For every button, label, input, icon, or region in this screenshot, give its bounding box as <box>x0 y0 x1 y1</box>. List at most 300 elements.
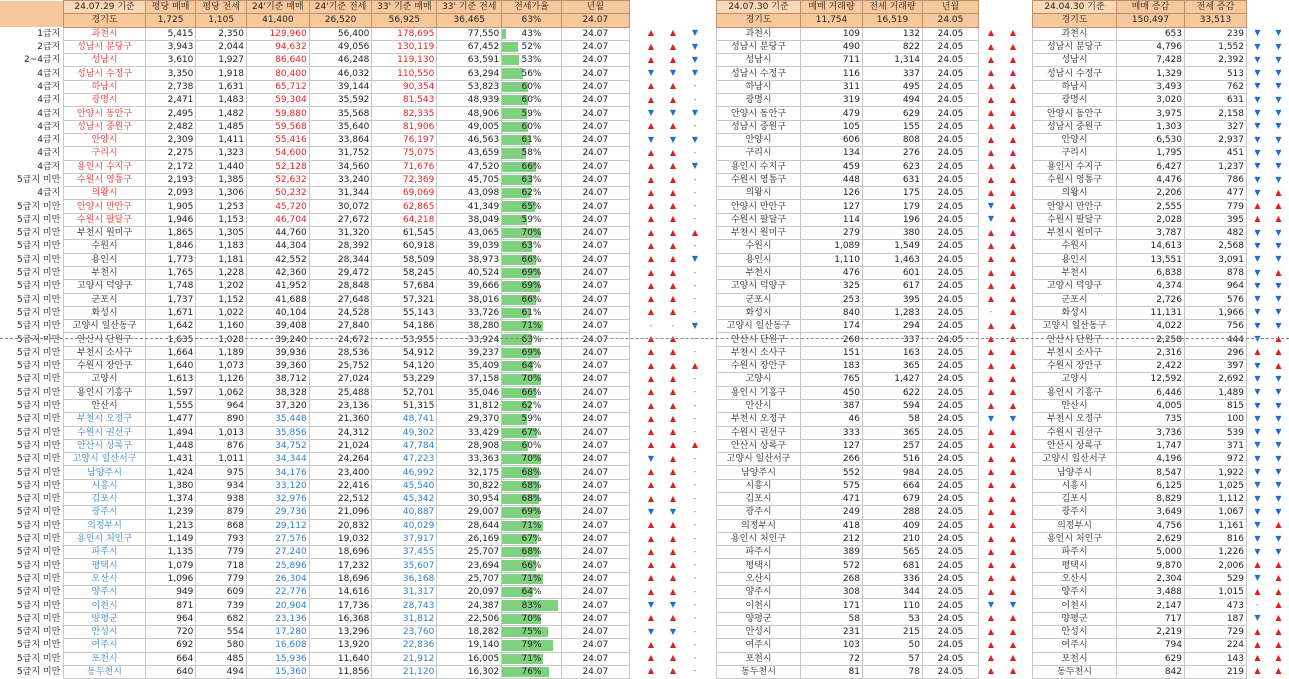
region-name: 안산시 상록구 <box>1033 439 1117 452</box>
down-triangle-icon: ▼ <box>1254 294 1261 304</box>
up-triangle-icon: ▲ <box>1275 560 1282 570</box>
up-triangle-icon: ▲ <box>987 373 995 383</box>
arrow-row <box>1247 173 1289 186</box>
year-month: 24.05 <box>923 652 979 665</box>
price-cell: 16,608 <box>246 639 309 652</box>
price-cell: 65,712 <box>246 80 309 93</box>
arrow-row <box>640 319 706 332</box>
jeonse-volume: 336 <box>863 572 923 585</box>
ratio-value: 62% <box>521 188 542 199</box>
year-month: 24.07 <box>561 187 629 200</box>
trend-cell <box>640 399 662 412</box>
trend-cell <box>1247 492 1268 505</box>
trend-cell <box>1002 133 1024 146</box>
trend-cell <box>1247 173 1268 186</box>
jeonse-ratio-cell <box>502 227 561 240</box>
table-row <box>0 492 630 505</box>
up-triangle-icon: ▲ <box>1009 653 1017 663</box>
trend-cell <box>1247 80 1268 93</box>
jeonse-change: 371 <box>1185 439 1247 452</box>
sale-change: 2,206 <box>1117 187 1185 200</box>
price-cell: 16,302 <box>437 665 502 678</box>
price-cell: 1,946 <box>145 213 196 226</box>
year-month: 24.05 <box>923 253 979 266</box>
trend-cell <box>1247 612 1268 625</box>
price-cell: 48,939 <box>437 94 502 107</box>
region-name: 용인시 기흥구 <box>717 386 801 399</box>
trend-cell <box>1002 372 1024 385</box>
trend-cell <box>662 293 684 306</box>
arrow-row <box>980 439 1024 452</box>
sale-volume: 448 <box>801 173 863 186</box>
year-month: 24.05 <box>923 532 979 545</box>
ratio-value: 60% <box>521 95 542 106</box>
up-triangle-icon: ▲ <box>1009 121 1017 131</box>
price-cell: 72,369 <box>372 173 437 186</box>
spacer-cell <box>662 0 684 13</box>
down-triangle-icon: ▼ <box>669 600 677 609</box>
header-row <box>717 1 979 14</box>
down-triangle-icon: ▼ <box>1254 613 1261 623</box>
year-month: 24.05 <box>923 173 979 186</box>
down-triangle-icon: ▼ <box>987 413 995 423</box>
transaction-volume-table <box>716 0 979 679</box>
sale-volume: 81 <box>801 665 863 678</box>
trend-cell <box>640 66 662 79</box>
up-triangle-icon: ▲ <box>669 294 677 304</box>
jeonse-change: 239 <box>1185 27 1247 40</box>
dash-icon: - <box>693 334 697 344</box>
year-month: 24.07 <box>561 266 629 279</box>
trend-cell <box>640 306 662 319</box>
region-name: 성남시 중원구 <box>1033 120 1117 133</box>
jeonse-volume: 78 <box>863 665 923 678</box>
arrow-row <box>980 372 1024 385</box>
jeonse-ratio-cell <box>502 360 561 373</box>
up-triangle-icon: ▲ <box>647 546 655 556</box>
up-triangle-icon: ▲ <box>669 546 677 556</box>
jeonse-change: 1,025 <box>1185 479 1247 492</box>
ratio-value: 66% <box>521 387 542 398</box>
price-cell: 23,136 <box>309 399 372 412</box>
trend-cell <box>1247 585 1268 598</box>
sale-volume: 253 <box>801 293 863 306</box>
region-name: 고양시 <box>717 373 801 386</box>
trend-cell <box>1247 665 1268 678</box>
grade-label: 5급지 미만 <box>0 320 64 333</box>
arrow-row <box>980 306 1024 319</box>
jeonse-ratio-cell <box>502 599 561 612</box>
sale-volume: 171 <box>801 599 863 612</box>
price-cell: 16,368 <box>309 612 372 625</box>
up-triangle-icon: ▲ <box>1009 267 1017 277</box>
table-row <box>1033 94 1247 107</box>
up-triangle-icon: ▲ <box>987 320 995 330</box>
up-triangle-icon: ▲ <box>1254 626 1261 636</box>
price-cell: 25,752 <box>309 360 372 373</box>
grade-label: 5급지 미만 <box>0 426 64 439</box>
dash-icon: - <box>693 586 697 596</box>
year-month: 24.07 <box>561 94 629 107</box>
price-cell: 50,232 <box>246 187 309 200</box>
price-cell: 40,029 <box>372 519 437 532</box>
jeonse-change: 1,161 <box>1185 519 1247 532</box>
down-triangle-icon: ▼ <box>1275 440 1282 450</box>
trend-cell <box>1002 253 1024 266</box>
dash-icon: - <box>693 613 697 623</box>
trend-cell <box>1002 558 1024 571</box>
region-name: 안산시 <box>64 399 145 412</box>
arrow-row <box>640 332 706 345</box>
trend-cell <box>640 665 662 678</box>
trend-cell <box>640 572 662 585</box>
price-cell: 949 <box>145 586 196 599</box>
price-cell: 45,540 <box>372 479 437 492</box>
grade-label: 5급지 미만 <box>0 280 64 293</box>
trend-cell <box>980 452 1002 465</box>
price-cell: 39,360 <box>246 360 309 373</box>
up-triangle-icon: ▲ <box>987 400 995 410</box>
down-triangle-icon: ▼ <box>1254 28 1261 38</box>
sale-volume: 126 <box>801 187 863 200</box>
price-cell: 1,028 <box>196 333 247 346</box>
down-triangle-icon: ▼ <box>1254 546 1261 556</box>
jeonse-ratio-cell <box>502 173 561 186</box>
up-triangle-icon: ▲ <box>647 493 655 503</box>
trend-cell <box>640 625 662 638</box>
trend-cell <box>640 652 662 665</box>
region-name: 부천시 <box>64 266 145 279</box>
trend-cell <box>640 638 662 651</box>
down-triangle-icon: ▼ <box>691 68 699 78</box>
arrow-row <box>1247 452 1289 465</box>
sale-volume: 116 <box>801 67 863 80</box>
price-cell: 32,175 <box>437 466 502 479</box>
year-month: 24.05 <box>923 240 979 253</box>
arrow-row <box>980 519 1024 532</box>
trend-cell <box>640 479 662 492</box>
year-month: 24.05 <box>923 54 979 67</box>
down-triangle-icon: ▼ <box>1254 161 1261 171</box>
up-triangle-icon: ▲ <box>669 387 677 397</box>
year-month: 24.05 <box>923 120 979 133</box>
jeonse-change: 1,226 <box>1185 546 1247 559</box>
price-cell: 2,093 <box>145 187 196 200</box>
sale-volume: 711 <box>801 54 863 67</box>
price-cell: 28,848 <box>309 280 372 293</box>
grade-label: 5급지 미만 <box>0 453 64 466</box>
trend-cell <box>684 239 706 252</box>
year-month: 24.07 <box>561 426 629 439</box>
total-cell: 36,465 <box>437 14 502 27</box>
price-cell: 58,245 <box>372 266 437 279</box>
region-name: 안산시 단원구 <box>717 333 801 346</box>
trend-cell <box>640 239 662 252</box>
trend-cell <box>1268 133 1289 146</box>
trend-cell <box>662 106 684 119</box>
trend-cell <box>662 665 684 678</box>
year-month: 24.07 <box>561 346 629 359</box>
price-cell: 1,013 <box>196 426 247 439</box>
price-cell: 46,248 <box>309 54 372 67</box>
table-row <box>717 266 979 279</box>
trend-cell <box>980 93 1002 106</box>
table-row <box>717 120 979 133</box>
column-header: 24'기준 전세 <box>309 1 372 14</box>
trend-cell <box>1002 319 1024 332</box>
up-triangle-icon: ▲ <box>1009 586 1017 596</box>
year-month: 24.05 <box>923 479 979 492</box>
arrow-row <box>980 665 1024 678</box>
trend-cell <box>640 319 662 332</box>
region-name: 성남시 <box>1033 54 1117 67</box>
up-triangle-icon: ▲ <box>1009 307 1017 317</box>
sale-change: 13,551 <box>1117 253 1185 266</box>
arrow-row <box>1247 213 1289 226</box>
price-cell: 11,856 <box>309 665 372 678</box>
ratio-value: 63% <box>521 175 542 185</box>
trend-cell <box>1002 160 1024 173</box>
trend-cell <box>980 146 1002 159</box>
column-header: 년월 <box>923 1 979 14</box>
region-name: 용인시 기흥구 <box>64 386 145 399</box>
jeonse-ratio-cell <box>502 519 561 532</box>
trend-cell <box>640 386 662 399</box>
arrow-row <box>640 545 706 558</box>
arrow-row <box>980 80 1024 93</box>
up-triangle-icon: ▲ <box>987 254 995 264</box>
year-month: 24.05 <box>923 466 979 479</box>
grade-label: 5급지 미만 <box>0 519 64 532</box>
region-name: 안양시 <box>1033 133 1117 146</box>
jeonse-change: 473 <box>1185 599 1247 612</box>
year-month: 24.05 <box>923 453 979 466</box>
spacer-cell <box>640 13 662 26</box>
up-triangle-icon: ▲ <box>987 653 995 663</box>
region-name: 고양시 <box>64 373 145 386</box>
price-cell: 2,044 <box>196 40 247 53</box>
trend-cell <box>662 120 684 133</box>
trend-cell <box>662 66 684 79</box>
trend-cell <box>1268 332 1289 345</box>
down-triangle-icon: ▼ <box>1275 254 1282 264</box>
price-cell: 94,632 <box>246 40 309 53</box>
price-cell: 1,160 <box>196 320 247 333</box>
arrow-row <box>1247 106 1289 119</box>
price-cell: 81,543 <box>372 94 437 107</box>
trend-cell <box>1247 279 1268 292</box>
arrow-row <box>980 545 1024 558</box>
region-name: 부천시 원미구 <box>64 227 145 240</box>
jeonse-ratio-cell <box>502 94 561 107</box>
trend-cell <box>662 532 684 545</box>
column-header: 33' 기준 전세 <box>437 1 502 14</box>
up-triangle-icon: ▲ <box>1254 586 1261 596</box>
total-cell: 경기도 <box>717 14 801 27</box>
dash-icon: - <box>693 413 697 423</box>
sale-volume: 72 <box>801 652 863 665</box>
trend-cell <box>684 66 706 79</box>
down-triangle-icon: ▼ <box>1009 413 1017 423</box>
trend-cell <box>662 359 684 372</box>
table-row <box>1033 27 1247 40</box>
ratio-value: 83% <box>521 600 542 611</box>
price-cell: 54,186 <box>372 320 437 333</box>
grade-label: 5급지 미만 <box>0 546 64 559</box>
up-triangle-icon: ▲ <box>987 227 995 237</box>
ratio-value: 65% <box>521 201 542 212</box>
table-row <box>0 586 630 599</box>
up-triangle-icon: ▲ <box>1275 201 1282 211</box>
sale-change: 2,629 <box>1117 532 1185 545</box>
spacer-cell <box>1247 13 1268 26</box>
region-name: 동두천시 <box>717 665 801 678</box>
up-triangle-icon: ▲ <box>1009 546 1017 556</box>
price-cell: 1,096 <box>145 572 196 585</box>
price-cell: 1,482 <box>196 107 247 120</box>
year-month: 24.07 <box>561 453 629 466</box>
trend-cell <box>684 146 706 159</box>
table-row <box>0 240 630 253</box>
up-triangle-icon: ▲ <box>669 520 677 530</box>
table-row <box>1033 200 1247 213</box>
trend-cell <box>980 213 1002 226</box>
price-cell: 664 <box>145 652 196 665</box>
date-header: 24.04.30 기준 <box>1033 1 1117 14</box>
trend-cell <box>684 359 706 372</box>
price-cell: 38,016 <box>437 293 502 306</box>
up-triangle-icon: ▲ <box>1009 280 1017 290</box>
dash-icon: - <box>693 573 697 583</box>
year-month: 24.05 <box>923 439 979 452</box>
price-cell: 56,400 <box>309 27 372 40</box>
arrow-row <box>980 279 1024 292</box>
trend-cell <box>980 266 1002 279</box>
up-triangle-icon: ▲ <box>987 240 995 250</box>
region-name: 김포시 <box>64 492 145 505</box>
trend-cell <box>1002 173 1024 186</box>
sale-change: 1,329 <box>1117 67 1185 80</box>
sale-volume: 46 <box>801 413 863 426</box>
price-cell: 890 <box>196 413 247 426</box>
price-cell: 14,616 <box>309 586 372 599</box>
grade-label: 5급지 미만 <box>0 360 64 373</box>
jeonse-ratio-cell <box>502 453 561 466</box>
ratio-value: 61% <box>521 307 542 318</box>
up-triangle-icon: ▲ <box>987 573 995 583</box>
up-triangle-icon: ▲ <box>987 134 995 144</box>
trend-cell <box>640 173 662 186</box>
trend-cell <box>980 133 1002 146</box>
sale-change: 2,219 <box>1117 625 1185 638</box>
price-cell: 1,737 <box>145 293 196 306</box>
year-month: 24.07 <box>561 625 629 638</box>
arrow-row <box>1247 558 1289 571</box>
region-name: 수원시 장안구 <box>717 360 801 373</box>
trend-cell <box>662 146 684 159</box>
price-cell: 54,120 <box>372 360 437 373</box>
trend-cell <box>1002 652 1024 665</box>
trend-cell <box>980 226 1002 239</box>
trend-cell <box>662 585 684 598</box>
price-cell: 52,632 <box>246 173 309 186</box>
trend-cell <box>684 532 706 545</box>
price-cell: 1,022 <box>196 306 247 319</box>
sale-volume: 575 <box>801 479 863 492</box>
down-triangle-icon: ▼ <box>1254 573 1261 583</box>
trend-cell <box>662 439 684 452</box>
price-cell: 42,360 <box>246 266 309 279</box>
down-triangle-icon: ▼ <box>1254 187 1261 197</box>
ratio-value: 68% <box>521 494 542 505</box>
up-triangle-icon: ▲ <box>1009 334 1017 344</box>
up-triangle-icon: ▲ <box>669 280 677 290</box>
sale-volume: 260 <box>801 333 863 346</box>
sale-volume: 151 <box>801 346 863 359</box>
grade-label: 4급지 <box>0 120 64 133</box>
up-triangle-icon: ▲ <box>669 41 677 51</box>
grade-label: 5급지 미만 <box>0 625 64 638</box>
price-cell: 1,062 <box>196 386 247 399</box>
price-cell: 48,906 <box>437 107 502 120</box>
sale-change: 2,726 <box>1117 293 1185 306</box>
sale-volume: 389 <box>801 546 863 559</box>
change-table <box>1032 0 1247 679</box>
up-triangle-icon: ▲ <box>1009 174 1017 184</box>
price-cell: 2,471 <box>145 94 196 107</box>
sale-volume: 249 <box>801 506 863 519</box>
price-cell: 1,411 <box>196 133 247 146</box>
up-triangle-icon: ▲ <box>1009 427 1017 437</box>
trend-cell <box>980 572 1002 585</box>
price-cell: 44,304 <box>246 240 309 253</box>
price-cell: 33,240 <box>309 173 372 186</box>
price-cell: 81,906 <box>372 120 437 133</box>
trend-cell <box>980 173 1002 186</box>
column-header: 전세 증감 <box>1185 1 1247 14</box>
jeonse-change: 815 <box>1185 399 1247 412</box>
arrow-row <box>1247 53 1289 66</box>
price-cell: 80,400 <box>246 67 309 80</box>
trend-cell <box>640 213 662 226</box>
arrow-row <box>1247 386 1289 399</box>
up-triangle-icon: ▲ <box>1009 533 1017 543</box>
jeonse-volume: 494 <box>863 94 923 107</box>
down-triangle-icon: ▼ <box>1254 533 1261 543</box>
sale-volume: 572 <box>801 559 863 572</box>
table-row <box>1033 492 1247 505</box>
arrow-row <box>1247 279 1289 292</box>
price-cell: 1,865 <box>145 227 196 240</box>
year-month: 24.07 <box>561 253 629 266</box>
year-month: 24.07 <box>561 213 629 226</box>
table-row <box>1033 639 1247 652</box>
region-name: 용인시 <box>1033 253 1117 266</box>
down-triangle-icon: ▼ <box>1254 360 1261 370</box>
table-row <box>1033 346 1247 359</box>
price-cell: 28,644 <box>437 519 502 532</box>
arrow-row <box>640 412 706 425</box>
region-name: 수원시 영통구 <box>717 173 801 186</box>
table-row <box>717 572 979 585</box>
table-row <box>0 453 630 466</box>
dash-icon: - <box>693 560 697 570</box>
price-cell: 1,483 <box>196 94 247 107</box>
table-row <box>1033 665 1247 678</box>
region-name: 부천시 소사구 <box>1033 346 1117 359</box>
trend-cell <box>980 160 1002 173</box>
trend-cell <box>1002 465 1024 478</box>
